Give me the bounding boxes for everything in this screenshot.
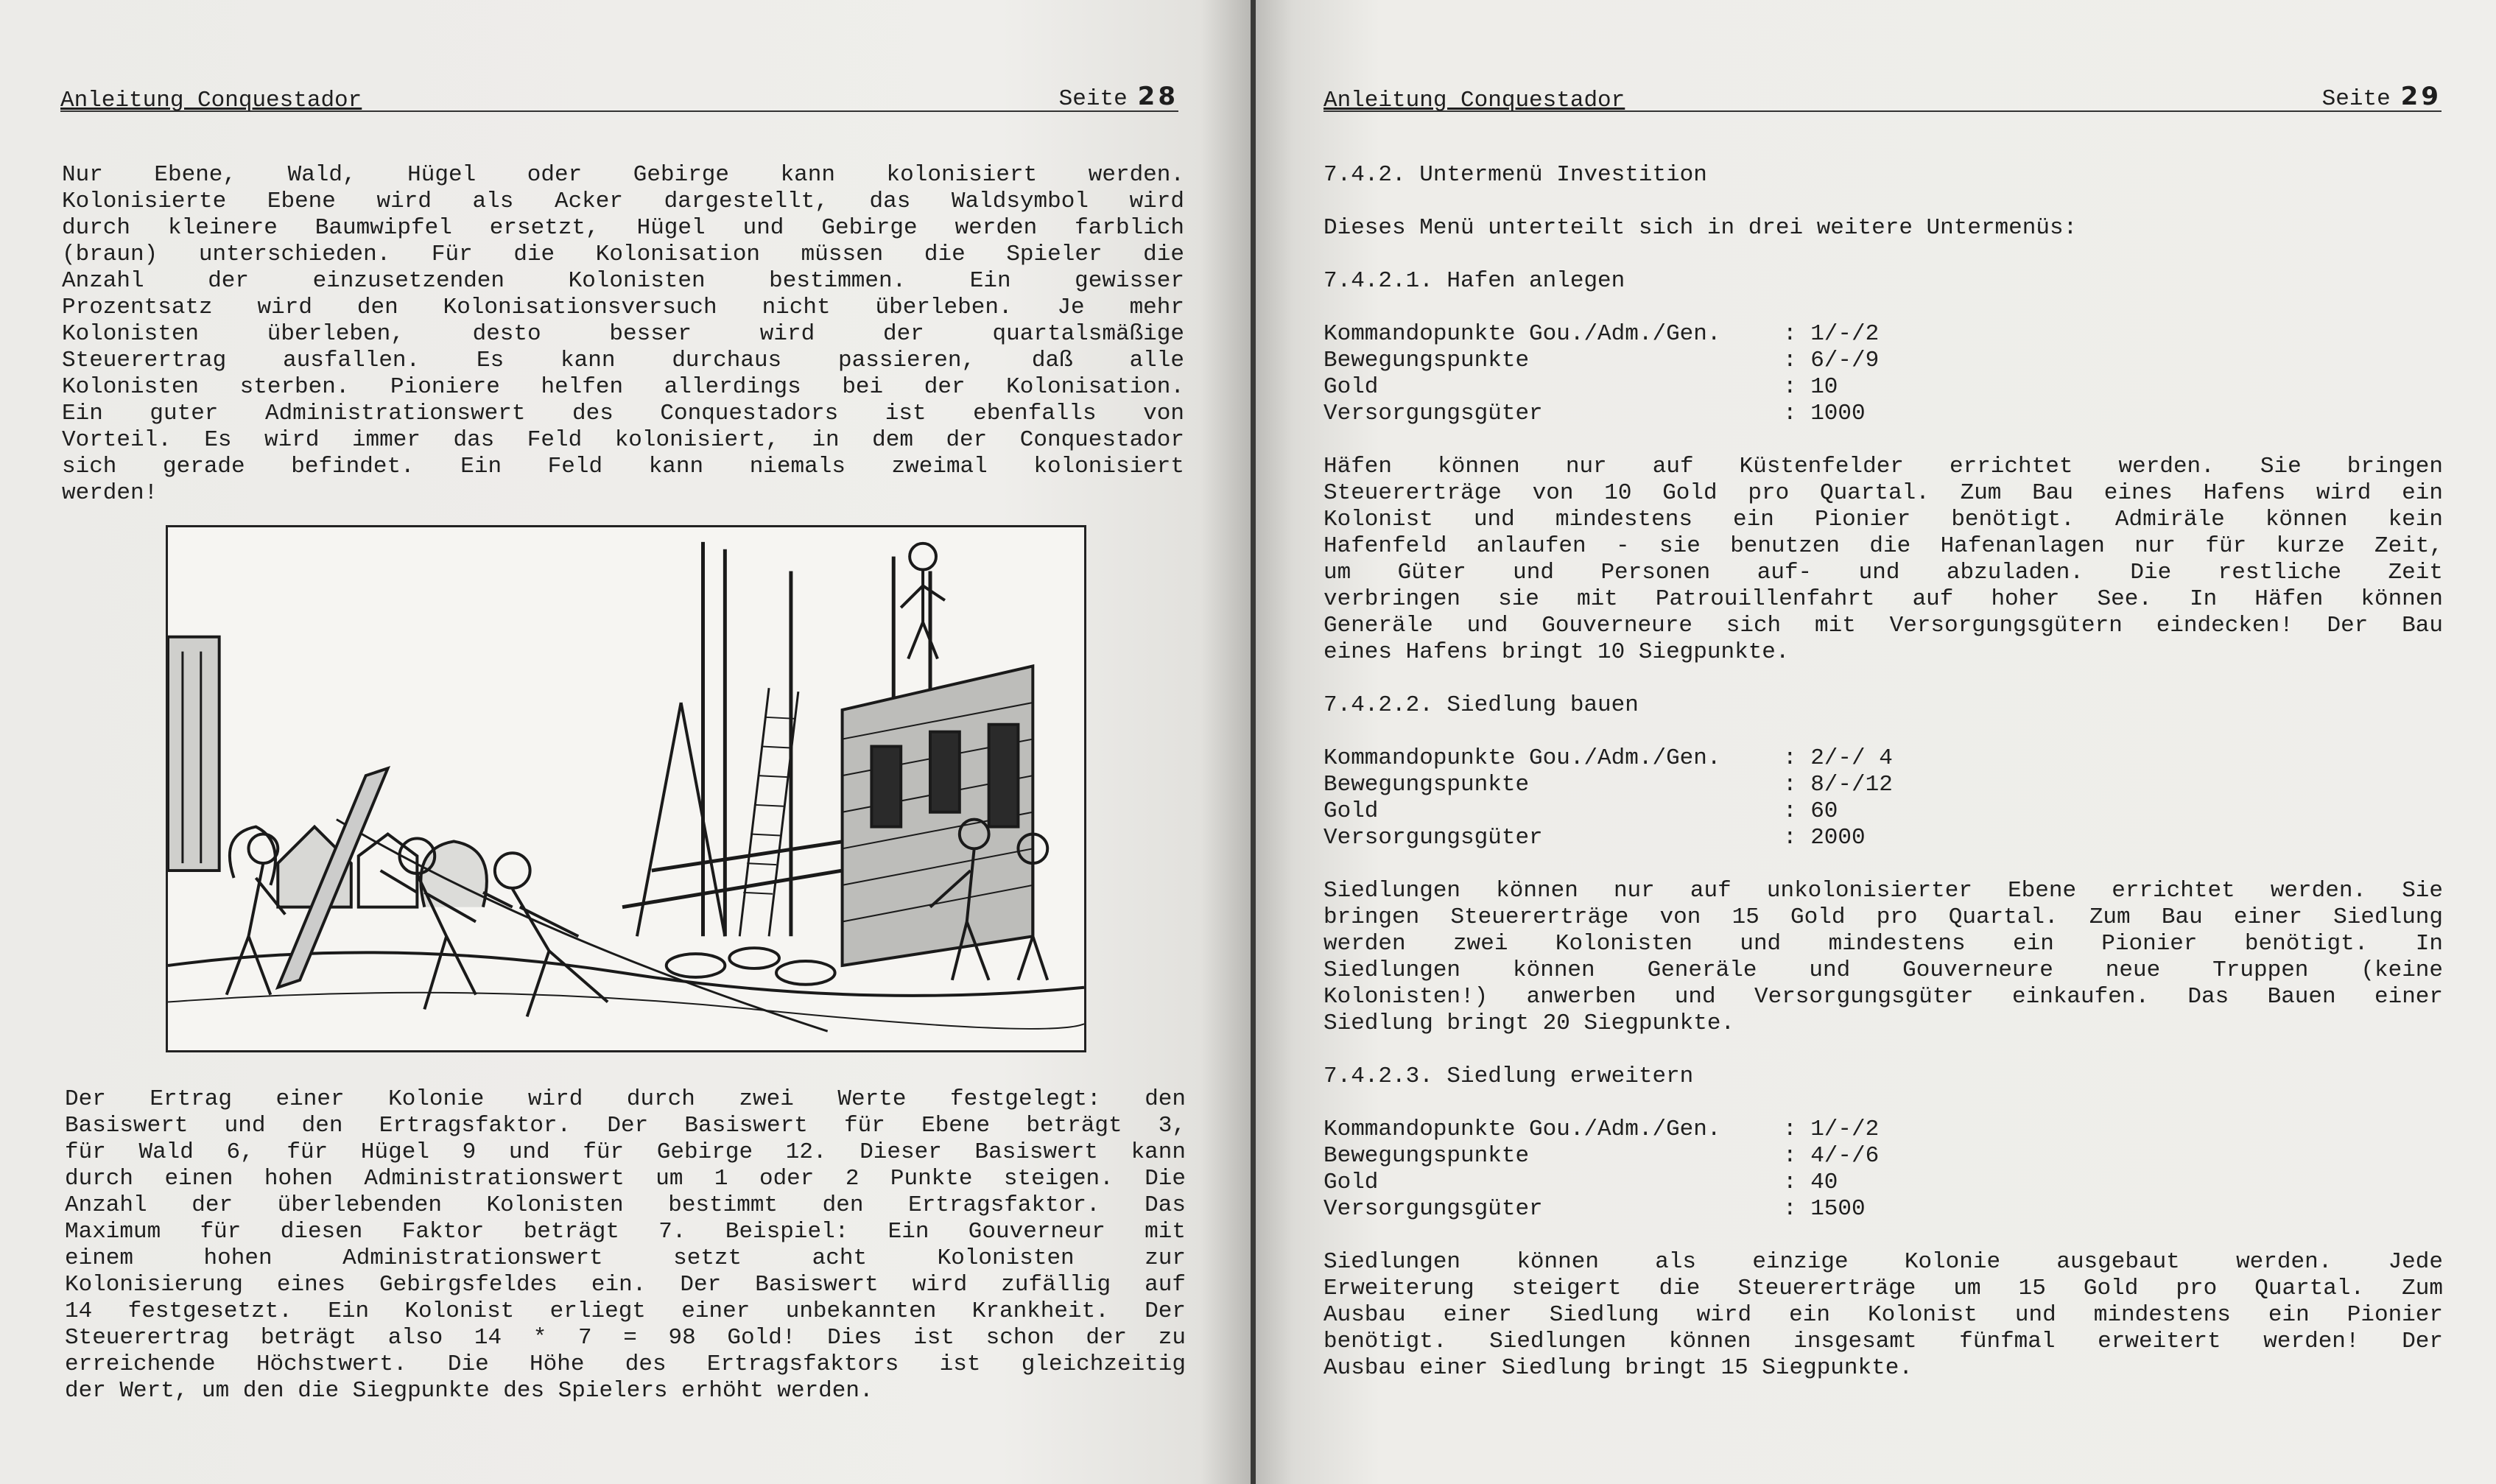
text-line: bringen Steuererträge von 15 Gold pro Quartal. Zum Bau einer Siedlung (1323, 904, 2443, 930)
text-line: Vorteil. Es wird immer das Feld kolonisiert, in dem der Conquestador (62, 427, 1184, 453)
text-line: (braun) unterschieden. Für die Kolonisation müssen die Spieler die (62, 242, 1184, 267)
colonists-construction-illustration (166, 525, 1086, 1052)
expand-settlement-description (1323, 1249, 2443, 1382)
text-line: Ein guter Administrationswert des Conquestadors ist ebenfalls von (62, 401, 1184, 426)
stat-row: Gold : 60 (1323, 798, 1838, 824)
stat-row: Kommandopunkte Gou./Adm./Gen. : 1/-/2 (1323, 321, 1880, 347)
text-line: Kolonisten überleben, desto besser wird der quartalsmäßige (62, 321, 1184, 347)
text-line: Steuererträge von 10 Gold pro Quartal. Zum Bau eines Hafens wird ein (1323, 480, 2443, 506)
text-line: erreichende Höchstwert. Die Höhe des Ertragsfaktors ist gleichzeitig (65, 1351, 1186, 1377)
stat-row: Kommandopunkte Gou./Adm./Gen. : 1/-/2 (1323, 1116, 1880, 1142)
stat-row: Gold : 10 (1323, 374, 1838, 400)
text-line: Kolonisten sterben. Pioniere helfen allerdings bei der Kolonisation. (62, 374, 1184, 400)
text-line: Siedlung bringt 20 Siegpunkte. (1323, 1010, 1735, 1036)
right-page (1256, 0, 2496, 1484)
intro-text: Dieses Menü unterteilt sich in drei weitere Untermenüs: (1323, 215, 2078, 241)
stat-row: Kommandopunkte Gou./Adm./Gen. : 2/-/ 4 (1323, 745, 1893, 771)
stats-table-expand-settlement (1323, 1116, 2443, 1223)
text-line: Siedlungen können als einzige Kolonie ausgebaut werden. Jede (1323, 1249, 2443, 1275)
text-line: Generäle und Gouverneure sich mit Versorgungsgütern eindecken! Der Bau (1323, 613, 2443, 639)
page-header-right (1323, 81, 2441, 112)
stats-table-build-settlement (1323, 745, 2443, 851)
text-line: Anzahl der überlebenden Kolonisten bestimmt den Ertragsfaktor. Das (65, 1192, 1186, 1218)
stat-row: Versorgungsgüter : 1500 (1323, 1196, 1866, 1222)
text-line: 14 festgesetzt. Ein Kolonist erliegt einer unbekannten Krankheit. Der (65, 1298, 1186, 1324)
text-line: werden! (62, 480, 158, 506)
text-line: Siedlungen können Generäle und Gouverneure neue Truppen (keine (1323, 957, 2443, 983)
build-settlement-description (1323, 878, 2443, 1037)
subsection-heading-expand-settlement: 7.4.2.3. Siedlung erweitern (1323, 1063, 1694, 1089)
text-line: Anzahl der einzusetzenden Kolonisten bestimmen. Ein gewisser (62, 268, 1184, 294)
text-line: Hafenfeld anlaufen - sie benutzen die Hafenanlagen nur für kurze Zeit, (1323, 533, 2443, 559)
yield-explanation (65, 1086, 1186, 1404)
stat-row: Gold : 40 (1323, 1170, 1838, 1195)
text-line: Ausbau einer Siedlung wird ein Kolonist und mindestens ein Pionier (1323, 1302, 2443, 1328)
text-line: Kolonist und mindestens ein Pionier benötigt. Admiräle können kein (1323, 507, 2443, 532)
construction-scene-drawing (168, 527, 1084, 1050)
stat-row: Bewegungspunkte : 4/-/6 (1323, 1143, 1880, 1169)
text-line: Ausbau einer Siedlung bringt 15 Siegpunkte. (1323, 1355, 1913, 1381)
text-line: Basiswert und den Ertragsfaktor. Der Basiswert für Ebene beträgt 3, (65, 1113, 1186, 1139)
text-line: Prozentsatz wird den Kolonisationsversuch nicht überleben. Je mehr (62, 295, 1184, 320)
text-line: durch kleinere Baumwipfel ersetzt, Hügel und Gebirge werden farblich (62, 215, 1184, 241)
page-number-label: Seite 28 (1058, 82, 1178, 112)
text-line: Steuerertrag ausfallen. Es kann durchaus passieren, daß alle (62, 348, 1184, 373)
manual-title: Anleitung Conquestador (60, 88, 362, 113)
text-line: Siedlungen können nur auf unkolonisierter Ebene errichtet werden. Sie (1323, 878, 2443, 904)
book-spine (1251, 0, 1256, 1484)
investment-menu-content (1323, 162, 2443, 1382)
text-line: der Wert, um den die Siegpunkte des Spielers erhöht werden. (65, 1378, 873, 1404)
text-line: Nur Ebene, Wald, Hügel oder Gebirge kann kolonisiert werden. (62, 162, 1184, 188)
text-line: Kolonisierung eines Gebirgsfeldes ein. Der Basiswert wird zufällig auf (65, 1272, 1186, 1298)
stat-row: Versorgungsgüter : 1000 (1323, 401, 1866, 426)
text-line: sich gerade befindet. Ein Feld kann niemals zweimal kolonisiert (62, 454, 1184, 479)
text-line: Der Ertrag einer Kolonie wird durch zwei Werte festgelegt: den (65, 1086, 1186, 1112)
text-line: Kolonisierte Ebene wird als Acker dargestellt, das Waldsymbol wird (62, 189, 1184, 214)
text-line: verbringen sie mit Patrouillenfahrt auf hoher See. In Häfen können (1323, 586, 2443, 612)
text-line: für Wald 6, für Hügel 9 und für Gebirge 12. Dieser Basiswert kann (65, 1139, 1186, 1165)
text-line: Erweiterung steigert die Steuererträge um 15 Gold pro Quartal. Zum (1323, 1276, 2443, 1301)
stats-table-harbor (1323, 321, 2443, 427)
manual-title: Anleitung Conquestador (1323, 88, 1625, 113)
text-line: durch einen hohen Administrationswert um 1 oder 2 Punkte steigen. Die (65, 1166, 1186, 1192)
subsection-heading-build-settlement: 7.4.2.2. Siedlung bauen (1323, 692, 1639, 718)
text-line: werden zwei Kolonisten und mindestens ein Pionier benötigt. In (1323, 931, 2443, 957)
stat-row: Versorgungsgüter : 2000 (1323, 825, 1866, 851)
text-line: benötigt. Siedlungen können insgesamt fünfmal erweitert werden! Der (1323, 1329, 2443, 1354)
subsection-heading-harbor: 7.4.2.1. Hafen anlegen (1323, 268, 1625, 294)
harbor-description (1323, 454, 2443, 666)
colonization-intro (62, 162, 1184, 507)
text-line: um Güter und Personen auf- und abzuladen. Die restliche Zeit (1323, 560, 2443, 585)
text-line: Kolonisten!) anwerben und Versorgungsgüter einkaufen. Das Bauen einer (1323, 984, 2443, 1010)
stat-row: Bewegungspunkte : 6/-/9 (1323, 348, 1880, 373)
text-line: einem hohen Administrationswert setzt acht Kolonisten zur (65, 1245, 1186, 1271)
section-heading: 7.4.2. Untermenü Investition (1323, 162, 1707, 188)
stat-row: Bewegungspunkte : 8/-/12 (1323, 772, 1893, 798)
page-header-left (60, 81, 1178, 112)
page-number-label: Seite 29 (2321, 82, 2441, 112)
text-line: Steuerertrag beträgt also 14 * 7 = 98 Gold! Dies ist schon der zu (65, 1325, 1186, 1351)
text-line: eines Hafens bringt 10 Siegpunkte. (1323, 639, 1790, 665)
text-line: Maximum für diesen Faktor beträgt 7. Beispiel: Ein Gouverneur mit (65, 1219, 1186, 1245)
text-line: Häfen können nur auf Küstenfelder errichtet werden. Sie bringen (1323, 454, 2443, 479)
